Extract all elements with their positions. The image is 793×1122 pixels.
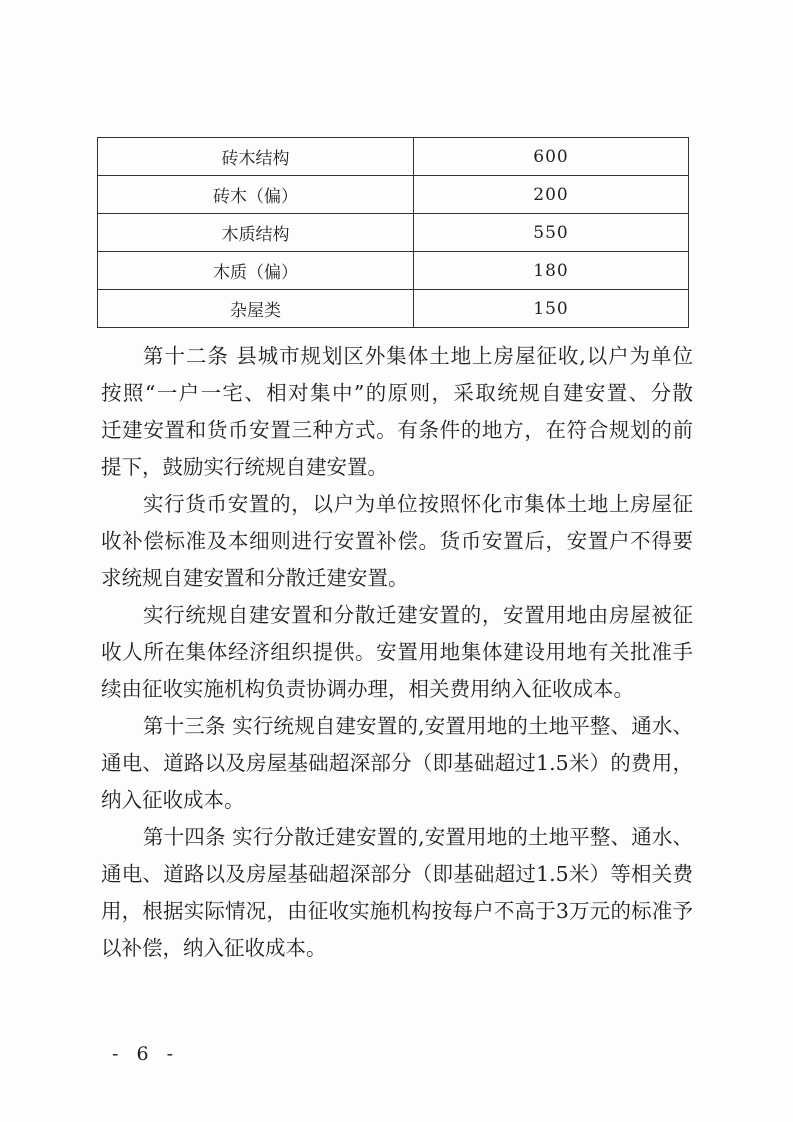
text-line: 实行统规自建安置和分散迁建安置的，安置用地由房屋被征	[143, 603, 693, 627]
paragraph	[101, 486, 693, 597]
text-line: 续由征收实施机构负责协调办理，相关费用纳入征收成本。	[101, 677, 634, 701]
document-body	[101, 338, 693, 967]
text-line: 通电、道路以及房屋基础超深部分（即基础超过1.5米）的费用，	[101, 751, 693, 775]
paragraph	[101, 597, 693, 708]
paragraph	[101, 819, 693, 967]
text-line: 纳入征收成本。	[101, 788, 245, 812]
structure-type-cell: 杂屋类	[98, 290, 414, 328]
text-line: 按照“一户一宅、相对集中”的原则，采取统规自建安置、分散	[101, 381, 693, 405]
text-line: 第十四条 实行分散迁建安置的,安置用地的土地平整、通水、	[143, 825, 693, 849]
text-line: 收补偿标准及本细则进行安置补偿。货币安置后，安置户不得要	[101, 529, 693, 553]
structure-type-cell: 木质（偏）	[98, 252, 414, 290]
text-line: 通电、道路以及房屋基础超深部分（即基础超过1.5米）等相关费	[101, 862, 693, 886]
table-row	[98, 290, 689, 328]
structure-type-cell: 砖木结构	[98, 138, 414, 176]
value-cell: 150	[414, 290, 689, 328]
value-cell: 550	[414, 214, 689, 252]
text-line: 求统规自建安置和分散迁建安置。	[101, 566, 409, 590]
compensation-table	[97, 137, 689, 328]
text-line: 第十三条 实行统规自建安置的,安置用地的土地平整、通水、	[143, 714, 693, 738]
page-number: - 6 -	[112, 1043, 180, 1065]
table-row	[98, 214, 689, 252]
text-line: 收人所在集体经济组织提供。安置用地集体建设用地有关批准手	[101, 640, 693, 664]
table-row	[98, 176, 689, 214]
text-line: 实行货币安置的，以户为单位按照怀化市集体土地上房屋征	[143, 492, 693, 516]
text-line: 以补偿，纳入征收成本。	[101, 936, 327, 960]
paragraph	[101, 338, 693, 486]
table-row	[98, 252, 689, 290]
text-line: 提下，鼓励实行统规自建安置。	[101, 455, 388, 479]
structure-type-cell: 砖木（偏）	[98, 176, 414, 214]
value-cell: 180	[414, 252, 689, 290]
table-row	[98, 138, 689, 176]
text-line: 第十二条 县城市规划区外集体土地上房屋征收,以户为单位	[143, 344, 693, 368]
paragraph	[101, 708, 693, 819]
value-cell: 200	[414, 176, 689, 214]
text-line: 迁建安置和货币安置三种方式。有条件的地方，在符合规划的前	[101, 418, 693, 442]
text-line: 用，根据实际情况，由征收实施机构按每户不高于3万元的标准予	[101, 899, 693, 923]
structure-type-cell: 木质结构	[98, 214, 414, 252]
value-cell: 600	[414, 138, 689, 176]
